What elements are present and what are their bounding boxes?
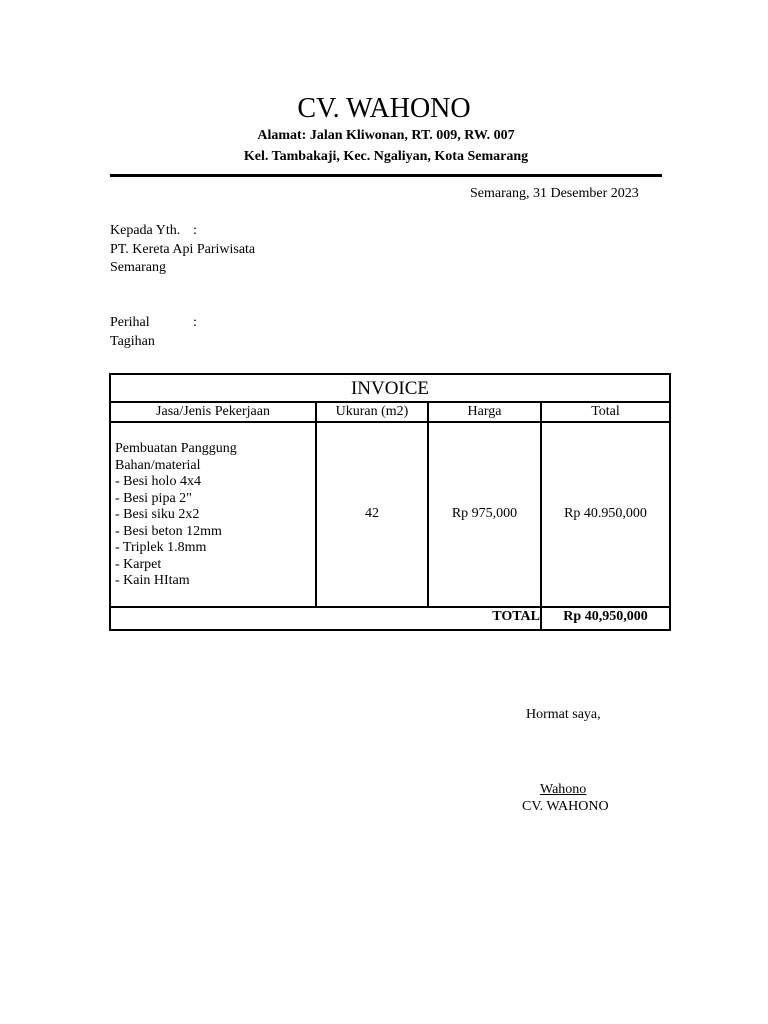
signer-company: CV. WAHONO <box>522 799 609 814</box>
column-header-service: Jasa/Jenis Pekerjaan <box>156 404 270 419</box>
item-line: - Karpet <box>115 556 162 572</box>
header-divider <box>110 174 662 177</box>
item-line: - Kain HItam <box>115 573 190 588</box>
recipient-colon: : <box>193 223 197 238</box>
signer-name: Wahono <box>540 782 587 797</box>
column-header-size: Ukuran (m2) <box>335 404 409 419</box>
subject-value: Tagihan <box>110 334 155 349</box>
company-name: CV. WAHONO <box>297 93 471 124</box>
item-description <box>115 441 315 590</box>
company-address-line-2: Kel. Tambakaji, Kec. Ngaliyan, Kota Semarang <box>243 149 529 164</box>
item-total: Rp 40.950,000 <box>564 506 647 521</box>
subject-label: Perihal <box>110 315 150 330</box>
column-header-total: Total <box>591 404 620 419</box>
item-line: Pembuatan Panggung <box>115 441 237 456</box>
item-price: Rp 975,000 <box>451 506 518 521</box>
table-rule-body <box>111 606 669 608</box>
item-line: - Besi holo 4x4 <box>115 474 201 489</box>
total-label: TOTAL <box>492 609 540 624</box>
column-header-price: Harga <box>467 404 502 419</box>
table-col-divider-2 <box>427 401 429 608</box>
item-line: - Besi pipa 2" <box>115 490 192 506</box>
table-rule-title <box>111 401 669 403</box>
table-col-divider-1 <box>315 401 317 608</box>
letter-date: Semarang, 31 Desember 2023 <box>470 186 639 201</box>
closing-salutation: Hormat saya, <box>526 707 601 722</box>
subject-colon: : <box>193 315 197 330</box>
item-line: - Besi siku 2x2 <box>115 507 200 522</box>
grand-total: Rp 40,950,000 <box>563 609 648 624</box>
table-rule-header <box>111 421 669 423</box>
item-size: 42 <box>365 506 379 521</box>
company-address-line-1: Alamat: Jalan Kliwonan, RT. 009, RW. 007 <box>257 128 515 143</box>
item-line: - Besi beton 12mm <box>115 523 222 539</box>
item-line: Bahan/material <box>115 457 201 473</box>
invoice-title: INVOICE <box>350 378 430 399</box>
recipient-label: Kepada Yth. <box>110 223 181 238</box>
recipient-name: PT. Kereta Api Pariwisata <box>110 242 256 257</box>
invoice-table <box>109 373 671 631</box>
item-line: - Triplek 1.8mm <box>115 540 207 555</box>
recipient-city: Semarang <box>110 260 166 275</box>
